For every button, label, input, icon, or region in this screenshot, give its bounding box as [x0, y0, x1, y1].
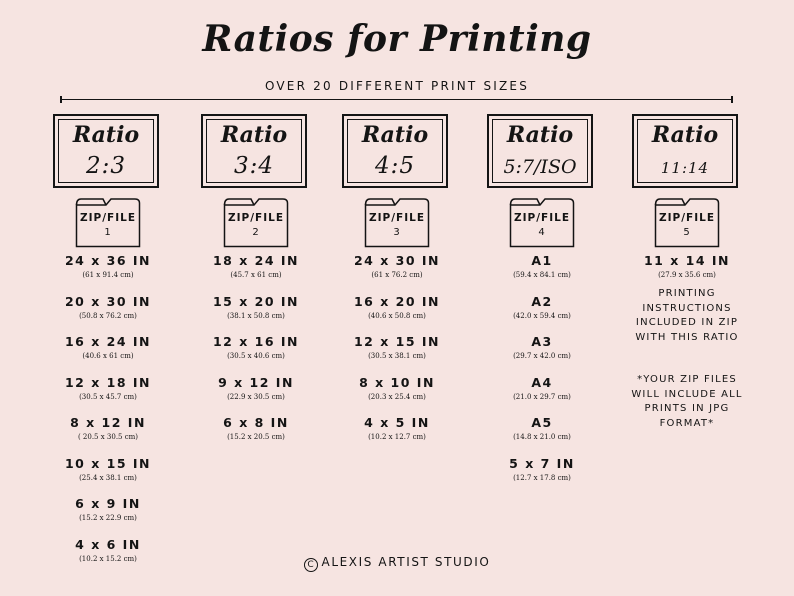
- size-list: [632, 253, 742, 286]
- ratio-value: 4:5: [374, 153, 415, 179]
- size-cm: (38.1 x 50.8 cm): [227, 311, 285, 320]
- size-item: [53, 294, 163, 335]
- ratio-value: 3:4: [233, 153, 274, 179]
- size-list: [201, 253, 311, 456]
- ratio-word: Ratio: [506, 122, 574, 148]
- size-item: [632, 253, 742, 286]
- ratio-value: 2:3: [85, 153, 126, 179]
- size-inches: 20 x 30 IN: [64, 293, 152, 309]
- size-inches: 6 x 8 IN: [223, 415, 289, 430]
- size-cm: (10.2 x 15.2 cm): [79, 554, 137, 563]
- size-cm: (40.6 x 50.8 cm): [368, 311, 426, 320]
- size-inches: 16 x 20 IN: [353, 293, 441, 309]
- size-item: [201, 375, 311, 416]
- folder-icon: [654, 196, 720, 248]
- size-inches: 9 x 12 IN: [218, 374, 294, 390]
- size-inches: A3: [531, 334, 553, 349]
- copyright-icon: C: [304, 558, 318, 572]
- page-subtitle: OVER 20 DIFFERENT PRINT SIZES: [264, 79, 530, 93]
- size-item: [487, 294, 597, 335]
- size-cm: (40.6 x 61 cm): [82, 352, 134, 360]
- size-inches: 4 x 5 IN: [364, 415, 430, 430]
- size-cm: (10.2 x 12.7 cm): [368, 433, 426, 441]
- folder-number: 2: [252, 227, 260, 238]
- zip-contents-note: *YOUR ZIP FILES WILL INCLUDE ALL PRINTS IN JPG FORMAT*: [631, 374, 743, 429]
- size-cm: (14.8 x 21.0 cm): [513, 433, 571, 441]
- size-cm: (30.5 x 40.6 cm): [227, 352, 285, 360]
- size-inches: 11 x 14 IN: [643, 253, 731, 268]
- size-item: [53, 456, 163, 497]
- size-list: [342, 253, 452, 456]
- size-inches: 16 x 24 IN: [64, 334, 152, 349]
- divider-rule: [60, 99, 733, 100]
- size-inches: 4 x 6 IN: [75, 536, 141, 552]
- size-cm: (42.0 x 59.4 cm): [513, 311, 571, 320]
- size-cm: (29.7 x 42.0 cm): [513, 352, 571, 360]
- size-inches: 10 x 15 IN: [64, 455, 152, 471]
- size-inches: 12 x 16 IN: [212, 334, 300, 349]
- folder-number: 4: [538, 227, 546, 238]
- size-cm: (21.0 x 29.7 cm): [513, 392, 571, 401]
- size-cm: (25.4 x 38.1 cm): [79, 473, 137, 482]
- studio-name: ALEXIS ARTIST STUDIO: [321, 555, 491, 569]
- size-inches: 24 x 30 IN: [353, 253, 441, 268]
- size-inches: 8 x 12 IN: [70, 415, 146, 430]
- size-cm: (15.2 x 22.9 cm): [79, 514, 137, 522]
- ratio-column-2-3: [53, 114, 163, 577]
- size-item: [201, 415, 311, 456]
- size-item: [487, 253, 597, 294]
- ratio-label-box: [487, 114, 593, 188]
- size-cm: (27.9 x 35.6 cm): [658, 271, 716, 279]
- size-list: [53, 253, 163, 577]
- ratio-label-box: [342, 114, 448, 188]
- size-item: [201, 334, 311, 375]
- size-inches: 18 x 24 IN: [212, 253, 300, 268]
- size-inches: 12 x 15 IN: [353, 334, 441, 349]
- ratio-word: Ratio: [220, 122, 288, 148]
- size-item: [53, 415, 163, 456]
- ratio-value: 5:7/ISO: [503, 156, 577, 178]
- size-inches: A2: [531, 293, 553, 309]
- size-item: [201, 253, 311, 294]
- size-cm: (15.2 x 20.5 cm): [227, 433, 285, 441]
- ratio-word: Ratio: [361, 122, 429, 148]
- size-inches: 15 x 20 IN: [212, 293, 300, 309]
- size-item: [342, 253, 452, 294]
- size-item: [342, 334, 452, 375]
- folder-icon: [75, 196, 141, 248]
- size-inches: 5 x 7 IN: [509, 455, 575, 471]
- folder-icon: [509, 196, 575, 248]
- folder-label: ZIP/FILE: [369, 212, 425, 224]
- size-cm: ( 20.5 x 30.5 cm): [77, 433, 139, 441]
- size-cm: (30.5 x 38.1 cm): [368, 352, 426, 360]
- folder-icon: [364, 196, 430, 248]
- size-item: [487, 334, 597, 375]
- size-inches: 8 x 10 IN: [359, 374, 435, 390]
- ratio-label-box: [201, 114, 307, 188]
- ratio-word: Ratio: [72, 122, 140, 148]
- size-cm: (45.7 x 61 cm): [230, 271, 282, 279]
- ratio-label-box: [632, 114, 738, 188]
- size-item: [53, 496, 163, 537]
- ratio-column-3-4: [201, 114, 311, 456]
- folder-number: 5: [683, 227, 691, 238]
- size-cm: (12.7 x 17.8 cm): [513, 473, 571, 482]
- ratio-value: 11:14: [660, 159, 710, 177]
- size-item: [201, 294, 311, 335]
- folder-label: ZIP/FILE: [514, 212, 570, 224]
- page-title: Ratios for Printing: [202, 18, 592, 60]
- size-item: [487, 456, 597, 497]
- size-item: [487, 375, 597, 416]
- footer: [0, 555, 794, 572]
- folder-icon: [223, 196, 289, 248]
- size-inches: 6 x 9 IN: [75, 496, 141, 511]
- size-item: [487, 415, 597, 456]
- ratio-column-5-7-iso: [487, 114, 597, 496]
- ratio-label-box: [53, 114, 159, 188]
- size-item: [53, 334, 163, 375]
- size-cm: (61 x 91.4 cm): [82, 271, 134, 279]
- size-cm: (30.5 x 45.7 cm): [79, 392, 137, 401]
- size-inches: 12 x 18 IN: [64, 374, 152, 390]
- size-inches: 24 x 36 IN: [64, 253, 152, 268]
- size-inches: A5: [531, 415, 553, 430]
- size-item: [342, 294, 452, 335]
- size-cm: (20.3 x 25.4 cm): [368, 392, 426, 401]
- folder-number: 3: [393, 227, 401, 238]
- size-item: [53, 253, 163, 294]
- folder-number: 1: [104, 227, 112, 238]
- folder-label: ZIP/FILE: [659, 212, 715, 224]
- size-list: [487, 253, 597, 496]
- size-item: [53, 375, 163, 416]
- printing-instructions-note: PRINTING INSTRUCTIONS INCLUDED IN ZIP WITH THIS RATIO: [635, 288, 739, 343]
- folder-label: ZIP/FILE: [80, 212, 136, 224]
- size-cm: (22.9 x 30.5 cm): [227, 392, 285, 401]
- folder-label: ZIP/FILE: [228, 212, 284, 224]
- size-inches: A4: [531, 374, 553, 390]
- ratio-column-4-5: [342, 114, 452, 456]
- size-item: [342, 375, 452, 416]
- ratio-column-11-14: [632, 114, 742, 431]
- size-cm: (50.8 x 76.2 cm): [79, 311, 137, 320]
- size-inches: A1: [531, 253, 553, 268]
- size-cm: (59.4 x 84.1 cm): [513, 271, 571, 279]
- ratio-word: Ratio: [651, 122, 719, 148]
- size-cm: (61 x 76.2 cm): [371, 271, 423, 279]
- size-item: [342, 415, 452, 456]
